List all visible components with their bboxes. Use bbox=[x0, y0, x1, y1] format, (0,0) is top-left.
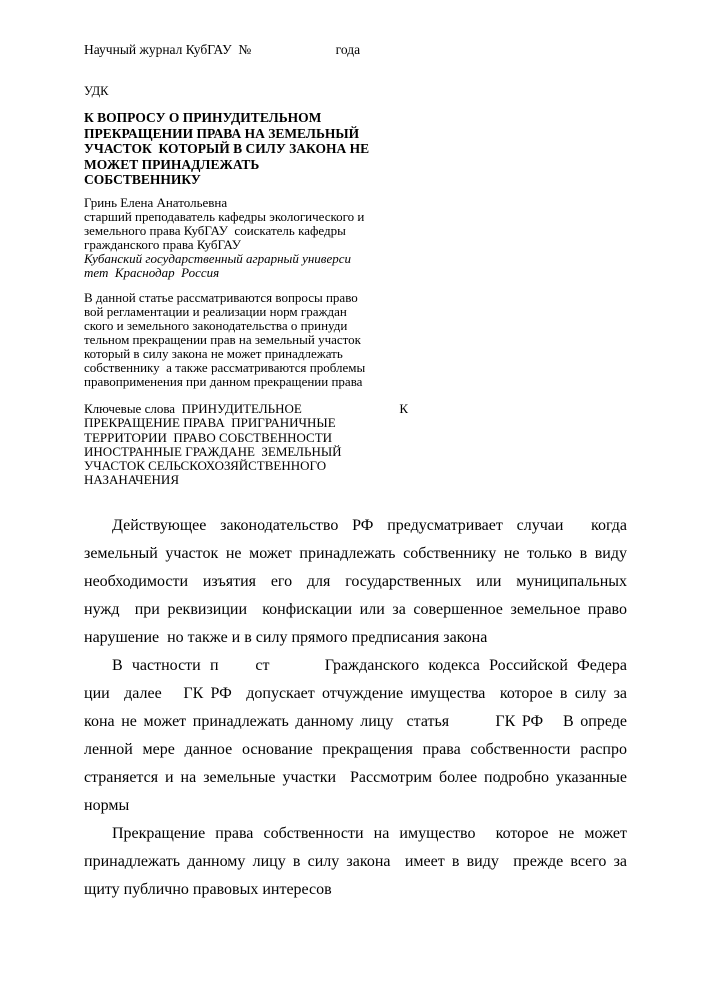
text-line: ского и земельного законодательства о принуди bbox=[84, 318, 348, 333]
text-line: нарушение но также и в силу прямого предписания закона bbox=[84, 629, 488, 646]
text-line: ПРЕКРАЩЕНИЕ ПРАВА ПРИГРАНИЧНЫЕ bbox=[84, 415, 336, 431]
text-line: страняется и на земельные участки Рассмотрим более подробно указанные bbox=[84, 769, 627, 786]
text-line: вой регламентации и реализации норм граждан bbox=[84, 304, 347, 319]
text-line: МОЖЕТ ПРИНАДЛЕЖАТЬ bbox=[84, 156, 260, 172]
text-line: гражданского права КубГАУ bbox=[84, 237, 242, 252]
text-line: Действующее законодательство РФ предусматривает случаи когда bbox=[112, 517, 627, 534]
author-info bbox=[84, 196, 374, 252]
text-line: нужд при реквизиции конфискации или за совершенное земельное право bbox=[84, 601, 627, 618]
text-line: УЧАСТОК СЕЛЬСКОХОЗЯЙСТВЕННОГО bbox=[84, 458, 327, 474]
paragraph bbox=[84, 512, 627, 652]
text-line: правоприменения при данном прекращении права bbox=[84, 374, 363, 389]
paragraph bbox=[84, 652, 627, 820]
journal-header: Научный журнал КубГАУ № года bbox=[84, 42, 361, 57]
article-title bbox=[84, 110, 384, 188]
keywords bbox=[84, 401, 408, 488]
text-line: ТЕРРИТОРИИ ПРАВО СОБСТВЕННОСТИ bbox=[84, 429, 333, 445]
text-line: щиту публично правовых интересов bbox=[84, 881, 332, 898]
article-body bbox=[84, 512, 627, 904]
text-line: собственнику а также рассматриваются проблемы bbox=[84, 360, 366, 375]
text-line: тет Краснодар Россия bbox=[84, 265, 220, 280]
text-line: тельном прекращении прав на земельный участок bbox=[84, 332, 361, 347]
text-line: В частности п ст Гражданского кодекса Российской Федера bbox=[112, 657, 627, 674]
text-line: старший преподаватель кафедры экологического и bbox=[84, 209, 365, 224]
text-line: земельный участок не может принадлежать собственнику не только в виду bbox=[84, 545, 627, 562]
abstract bbox=[84, 291, 374, 389]
text-line: который в силу закона не может принадлежать bbox=[84, 346, 343, 361]
text-line: принадлежать данному лицу в силу закона имеет в виду прежде всего за bbox=[84, 853, 627, 870]
text-line: Ключевые слова ПРИНУДИТЕЛЬНОЕ К bbox=[84, 401, 408, 416]
text-line: кона не может принадлежать данному лицу статья ГК РФ В опреде bbox=[84, 713, 627, 730]
text-line: Прекращение права собственности на имущество которое не может bbox=[112, 825, 627, 842]
text-line: Кубанский государственный аграрный универси bbox=[84, 251, 351, 266]
text-line: К ВОПРОСУ О ПРИНУДИТЕЛЬНОМ bbox=[84, 110, 322, 125]
text-line: НАЗАНАЧЕНИЯ bbox=[84, 472, 179, 488]
text-line: ИНОСТРАННЫЕ ГРАЖДАНЕ ЗЕМЕЛЬНЫЙ bbox=[84, 443, 342, 459]
text-line: СОБСТВЕННИКУ bbox=[84, 172, 201, 187]
udc-label: УДК bbox=[84, 84, 109, 98]
affiliation bbox=[84, 252, 374, 280]
text-line: нормы bbox=[84, 797, 130, 814]
text-line: ленной мере данное основание прекращения права собственности распро bbox=[84, 741, 627, 758]
text-line: необходимости изъятия его для государственных или муниципальных bbox=[84, 573, 627, 590]
text-line: ции далее ГК РФ допускает отчуждение имущества которое в силу за bbox=[84, 685, 627, 702]
text-line: земельного права КубГАУ соискатель кафедры bbox=[84, 223, 346, 238]
text-line: В данной статье рассматриваются вопросы право bbox=[84, 290, 358, 305]
text-line: Гринь Елена Анатольевна bbox=[84, 195, 228, 210]
text-line: УЧАСТОК КОТОРЫЙ В СИЛУ ЗАКОНА НЕ bbox=[84, 141, 370, 156]
paragraph bbox=[84, 820, 627, 904]
text-line: ПРЕКРАЩЕНИИ ПРАВА НА ЗЕМЕЛЬНЫЙ bbox=[84, 125, 360, 141]
